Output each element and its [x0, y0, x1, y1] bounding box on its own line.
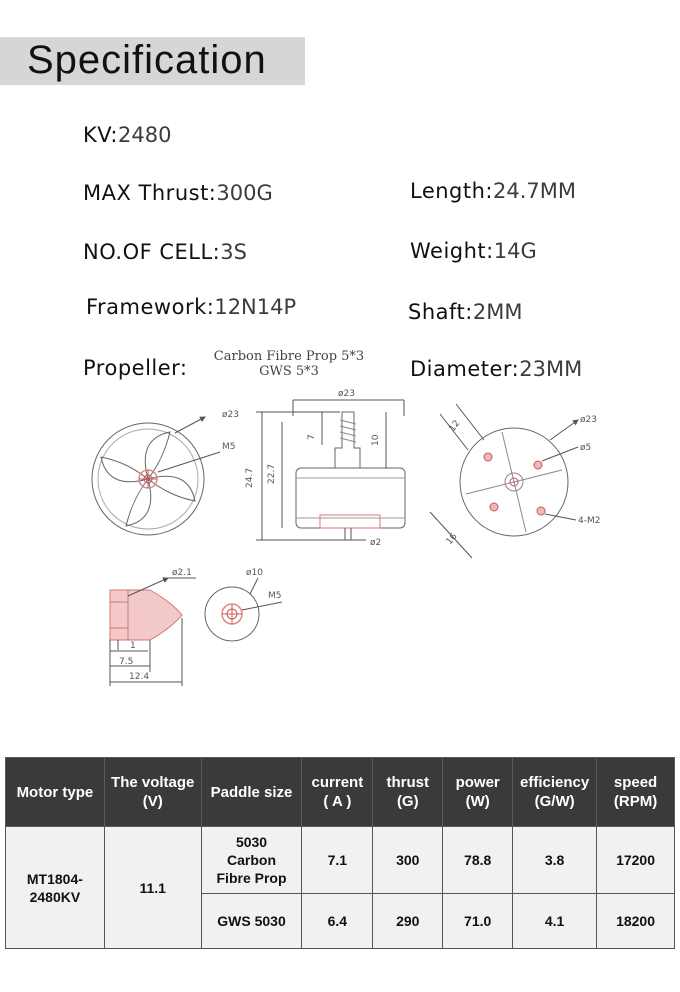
header-speed-line2: (RPM) [613, 793, 658, 810]
page-title: Specification [27, 38, 267, 82]
back-spacing-a-label: 12 [447, 418, 463, 434]
back-view-drawing [430, 404, 600, 558]
nut-front-thread-label: M5 [268, 591, 282, 601]
paddle-line1: 5030 [235, 834, 268, 850]
spec-propeller-value-2: GWS 5*3 [259, 364, 319, 379]
spec-framework-value: 12N14P [214, 295, 297, 319]
spec-diameter-value: 23MM [519, 357, 583, 381]
side-body-height-label: 22.7 [267, 463, 277, 484]
cell-power: 71.0 [443, 894, 513, 949]
spec-propeller-label: Propeller: [83, 356, 188, 380]
spec-length-label: Length: [410, 179, 494, 203]
header-paddle-size [201, 758, 302, 827]
nut-d2-label: 7.5 [119, 657, 134, 667]
header-current-line1: current [311, 774, 364, 791]
cell-thrust: 290 [373, 894, 443, 949]
spec-weight-value: 14G [493, 239, 537, 263]
header-current-line2: ( A ) [323, 793, 352, 810]
cell-paddle-size [201, 827, 302, 894]
back-hole-dia-label: ø5 [580, 443, 592, 453]
side-view-drawing [245, 389, 405, 548]
side-shaft-length-label: 10 [371, 434, 381, 446]
spec-kv-label: KV: [83, 123, 118, 147]
nut-front-dia-label: ø10 [246, 568, 263, 578]
header-thrust-line1: thrust [386, 774, 430, 791]
header-thrust-line2: (G) [396, 793, 419, 810]
header-power-line2: (W) [465, 793, 490, 810]
cell-efficiency: 3.8 [513, 827, 597, 894]
cell-current: 7.1 [302, 827, 373, 894]
motor-type-line2: 2480KV [29, 888, 81, 905]
header-efficiency [513, 758, 597, 827]
cell-efficiency: 4.1 [513, 894, 597, 949]
spec-length-value: 24.7MM [493, 179, 577, 203]
table-row [6, 827, 675, 894]
side-thread-length-label: 7 [307, 434, 317, 440]
spec-max-thrust-value: 300G [216, 181, 273, 205]
back-spacing-b-label: 16 [444, 531, 460, 547]
side-dia-label: ø23 [338, 389, 355, 399]
header-power-line1: power [455, 774, 500, 791]
header-voltage-line1: The voltage [111, 774, 195, 791]
header-speed-line1: speed [613, 774, 658, 791]
cell-thrust: 300 [373, 827, 443, 894]
cell-voltage: 11.1 [104, 827, 201, 949]
side-total-height-label: 24.7 [245, 467, 255, 488]
spec-shaft-label: Shaft: [408, 300, 473, 324]
paddle-line3: Fibre Prop [216, 870, 287, 886]
nut-d3-label: 12.4 [129, 672, 150, 682]
spec-framework-label: Framework: [86, 295, 215, 319]
header-current [302, 758, 373, 827]
paddle-line2: Carbon [227, 852, 277, 868]
spec-diameter-label: Diameter: [410, 357, 520, 381]
spec-max-thrust-label: MAX Thrust: [83, 181, 217, 205]
header-motor-type [6, 758, 105, 827]
table-header-row [6, 758, 675, 827]
cell-speed: 17200 [597, 827, 675, 894]
header-efficiency-line1: efficiency [520, 774, 590, 791]
header-voltage-line2: (V) [142, 793, 163, 810]
back-holes-label: 4-M2 [578, 516, 601, 526]
nut-side-drawing [110, 568, 196, 686]
header-power [443, 758, 513, 827]
motor-type-line1: MT1804- [26, 870, 83, 887]
nut-d1-label: 1 [130, 641, 136, 651]
cell-speed: 18200 [597, 894, 675, 949]
spec-propeller-value-1: Carbon Fibre Prop 5*3 [213, 349, 365, 364]
header-speed [597, 758, 675, 827]
spec-cells-value: 3S [220, 240, 247, 264]
front-view-drawing [92, 410, 239, 535]
header-motor-type-text: Motor type [16, 783, 94, 801]
cell-current: 6.4 [302, 894, 373, 949]
front-dia-label: ø23 [222, 410, 239, 420]
cell-motor-type [6, 827, 105, 949]
spec-shaft-value: 2MM [472, 300, 523, 324]
cell-power: 78.8 [443, 827, 513, 894]
header-thrust [373, 758, 443, 827]
header-voltage [104, 758, 201, 827]
spec-kv-value: 2480 [118, 123, 172, 147]
side-shaft-dia-label: ø2 [370, 538, 382, 548]
back-dia-label: ø23 [580, 415, 597, 425]
performance-table [5, 757, 675, 949]
cell-paddle-size: GWS 5030 [201, 894, 302, 949]
spec-cells-label: NO.OF CELL: [83, 240, 221, 264]
spec-weight-label: Weight: [410, 239, 494, 263]
nut-dia-label: ø2.1 [172, 568, 192, 578]
front-thread-label: M5 [222, 442, 236, 452]
nut-front-drawing [205, 568, 282, 641]
header-efficiency-line2: (G/W) [534, 793, 575, 810]
header-paddle-size-text: Paddle size [210, 783, 293, 801]
